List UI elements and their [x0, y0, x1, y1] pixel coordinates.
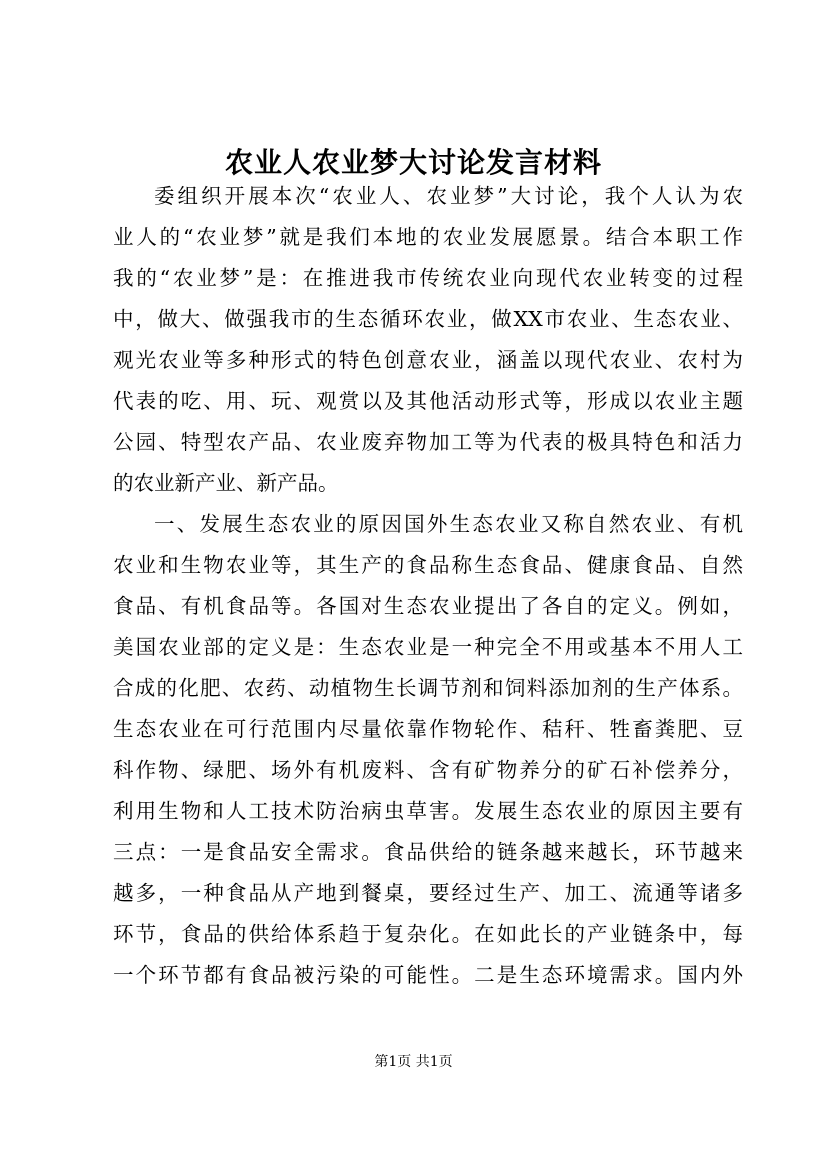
body-line: 公园、特型农产品、农业废弃物加工等为代表的极具特色和活力 — [113, 430, 743, 454]
body-line: 一个环节都有食品被污染的可能性。二是生态环境需求。国内外 — [113, 963, 743, 987]
body-line: 三点：一是食品安全需求。食品供给的链条越来越长，环节越来 — [113, 840, 743, 864]
body-line: 食品、有机食品等。各国对生态农业提出了各自的定义。例如， — [113, 594, 743, 618]
body-line: 的农业新产业、新产品。 — [113, 471, 339, 495]
body-line: 观光农业等多种形式的特色创意农业，涵盖以现代农业、农村为 — [113, 348, 743, 372]
body-line: 代表的吃、用、玩、观赏以及其他活动形式等，形成以农业主题 — [113, 389, 743, 413]
page-footer: 第1页 共1页 — [374, 1054, 453, 1070]
body-line: 环节，食品的供给体系趋于复杂化。在如此长的产业链条中，每 — [113, 922, 743, 946]
document-body — [113, 176, 743, 996]
body-line: 农业和生物农业等，其生产的食品称生态食品、健康食品、自然 — [113, 553, 743, 577]
document-title: 农业人农业梦大讨论发言材料 — [224, 146, 602, 179]
body-line: 美国农业部的定义是：生态农业是一种完全不用或基本不用人工 — [113, 635, 743, 659]
body-line: 委组织开展本次“农业人、农业梦”大讨论，我个人认为农 — [154, 184, 743, 208]
body-line: 业人的“农业梦”就是我们本地的农业发展愿景。结合本职工作 — [113, 225, 743, 249]
body-line: 合成的化肥、农药、动植物生长调节剂和饲料添加剂的生产体系。 — [113, 676, 743, 700]
body-line: 生态农业在可行范围内尽量依靠作物轮作、秸秆、牲畜粪肥、豆 — [113, 717, 743, 741]
body-line: 一、发展生态农业的原因国外生态农业又称自然农业、有机 — [154, 512, 743, 536]
body-line: 利用生物和人工技术防治病虫草害。发展生态农业的原因主要有 — [113, 799, 743, 823]
body-line: 我的“农业梦”是：在推进我市传统农业向现代农业转变的过程 — [113, 266, 743, 290]
body-line: 越多，一种食品从产地到餐桌，要经过生产、加工、流通等诸多 — [113, 881, 743, 905]
body-line: 科作物、绿肥、场外有机废料、含有矿物养分的矿石补偿养分， — [113, 758, 743, 782]
body-line: 中，做大、做强我市的生态循环农业，做XX市农业、生态农业、 — [113, 307, 743, 331]
